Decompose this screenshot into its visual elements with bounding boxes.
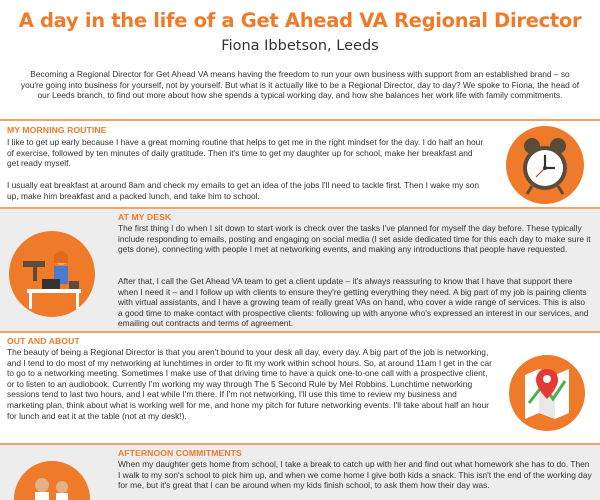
family-icon: [14, 461, 90, 500]
page-title: A day in the life of a Get Ahead VA Regional Director: [18, 9, 582, 32]
section-heading: AFTERNOON COMMITMENTS: [118, 448, 242, 458]
section-at-my-desk: [0, 207, 600, 331]
section-paragraph: The first thing I do when I sit down to start work is check over the tasks I've planned for myself the day before. These typically include responding to emails, posting and engaging on social media (I set aside dedicated time for this each day to make sure it gets done), connecting with people I met at networking events, and making any introductions that people have requested.: [118, 223, 591, 255]
section-paragraph: I like to get up early because I have a great morning routine that helps to get me in the right mindset for the day. I do half an hour of exercise, followed by ten minutes of daily gratitude. Then it's time to get my daughter up for school, make her breakfast and get ready myself.: [7, 137, 484, 169]
map-pin-icon: [509, 355, 585, 431]
section-heading: AT MY DESK: [118, 212, 172, 222]
section-heading: MY MORNING ROUTINE: [7, 125, 107, 135]
section-paragraph: The beauty of being a Regional Director is that you aren't bound to your desk all day, every day. A big part of the job is networking, and I tend to do most of my networking at lunchtimes in order to fit my work within school hours. So, at around 11am I get in the car to go to a networking meeting. Sometimes I make use of that driving time to have a quick one-to-one call with a prospective client, or to listen to an audiobook. Currently I'm working my way through The 5 Second Rule by Mel Robbins. Lunchtime networking sessions tend to last two hours, and I eat while I'm there. If I'm not networking, I'll use this time to review my business and marketing plan, think about what is working well for me, and hone my pitch for future networking events. I'll take about half an hour for lunch and eat it at the table (not at my desk!).: [7, 347, 492, 421]
section-morning-routine: [0, 119, 600, 207]
person-at-desk-icon: [9, 231, 95, 317]
page-subtitle: Fiona Ibbetson, Leeds: [221, 38, 379, 54]
section-paragraph: When my daughter gets home from school, I take a break to catch up with her and find out what homework she has to do. Then I walk to my son's school to pick him up, and when we come home I give both kids a snack. This isn't the end of the working day for me, but it's great that I can be around when my kids finish school, to ask them how their day was.: [118, 459, 592, 491]
section-heading: OUT AND ABOUT: [7, 336, 80, 346]
section-paragraph: I usually eat breakfast at around 8am and check my emails to get an idea of the jobs I'll need to tackle first. Then I wake my son up, make him breakfast and a packed lunch, and take him to school.: [7, 180, 480, 201]
alarm-clock-icon: [506, 126, 584, 204]
intro-paragraph: Becoming a Regional Director for Get Ahead VA means having the freedom to run your own business with support from an established brand – so you're going into business for yourself, not by yourself. But what is it actually like to be a Regional Director, day to day? We spoke to Fiona, the head of our Leeds branch, to find out more about how she spends a typical working day, and how she balances her work life with family commitments.: [20, 69, 580, 101]
section-paragraph: After that, I call the Get Ahead VA team to get a client update – it's always reassuring to know that I have that support there when I need it – and I follow up with clients to ensure they're getting everything they need. A big part of my job is pairing clients with virtual assistants, and I have a growing team of really great VAs on hand, who cover a wide range of services. This is also a good time to make contact with prospective clients: following up with anyone who's expressed an interest in our services, and emailing out contracts and terms of agreement.: [118, 276, 589, 329]
section-out-and-about: [0, 331, 600, 443]
section-afternoon-commitments: [0, 443, 600, 500]
